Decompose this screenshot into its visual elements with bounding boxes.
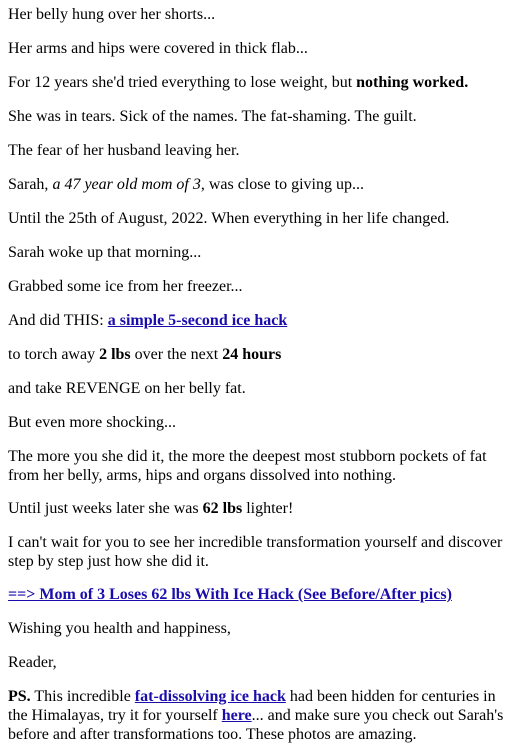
text: Sarah woke up that morning... bbox=[8, 244, 202, 261]
text: Reader, bbox=[8, 654, 57, 671]
paragraph-torch bbox=[8, 346, 508, 364]
text: , was close to giving up... bbox=[200, 176, 364, 193]
text: The fear of her husband leaving her. bbox=[8, 142, 240, 159]
bold-text: nothing worked bbox=[356, 74, 465, 91]
text: Until the 25th of August, 2022. When everything in her life changed. bbox=[8, 210, 450, 227]
text: She was in tears. Sick of the names. The fat-shaming. The guilt. bbox=[8, 108, 417, 125]
paragraph-tears bbox=[8, 108, 508, 126]
paragraph-did-this bbox=[8, 312, 508, 330]
paragraph-shocking bbox=[8, 414, 508, 432]
text: For 12 years she'd tried everything to lose weight, but bbox=[8, 74, 357, 91]
bold-text: 2 lbs bbox=[99, 346, 131, 363]
paragraph-ps bbox=[8, 687, 508, 744]
paragraph-ice bbox=[8, 278, 508, 296]
text: had been hidden for centuries in the Himalayas, try it for yourself bbox=[8, 688, 496, 724]
text: to torch away bbox=[8, 346, 100, 363]
text: This incredible bbox=[30, 688, 135, 705]
text: Sarah, bbox=[8, 176, 53, 193]
text: I can't wait for you to see her incredible transformation yourself and discover step by step just how she did it. bbox=[8, 534, 503, 570]
text: . bbox=[464, 74, 469, 91]
text: Grabbed some ice from her freezer... bbox=[8, 278, 243, 295]
paragraph-wishing bbox=[8, 620, 508, 638]
before-after-link[interactable]: ==> Mom of 3 Loses 62 lbs With Ice Hack (See Before/After pics) bbox=[8, 586, 452, 603]
text: and take REVENGE on her belly fat. bbox=[8, 380, 246, 397]
fat-dissolving-link[interactable]: fat-dissolving ice hack bbox=[134, 688, 286, 705]
paragraph-belly bbox=[8, 6, 508, 24]
text: Her belly hung over her shorts... bbox=[8, 6, 216, 23]
bold-text: 62 lbs bbox=[202, 500, 243, 517]
paragraph-sarah bbox=[8, 176, 508, 194]
text: Her arms and hips were covered in thick flab... bbox=[8, 40, 308, 57]
bold-text: 24 hours bbox=[222, 346, 282, 363]
paragraph-revenge bbox=[8, 380, 508, 398]
text: over the next bbox=[130, 346, 223, 363]
paragraph-main-link bbox=[8, 586, 508, 604]
italic-text: a 47 year old mom of 3 bbox=[52, 176, 201, 193]
text: lighter! bbox=[242, 500, 294, 517]
paragraph-arms bbox=[8, 40, 508, 58]
paragraph-signoff bbox=[8, 654, 508, 672]
text: But even more shocking... bbox=[8, 414, 176, 431]
paragraph-woke-up bbox=[8, 244, 508, 262]
paragraph-fear bbox=[8, 142, 508, 160]
ps-label: PS. bbox=[8, 688, 31, 705]
paragraph-more-you bbox=[8, 447, 508, 485]
paragraph-date bbox=[8, 210, 508, 228]
text: And did THIS: bbox=[8, 312, 108, 329]
text: ... and make sure you check out Sarah's before and after transformations too. These photos are amazing. bbox=[8, 707, 504, 743]
text: Wishing you health and happiness, bbox=[8, 620, 231, 637]
paragraph-weeks-later bbox=[8, 500, 508, 518]
text: The more you she did it, the more the deepest most stubborn pockets of fat from her belly, arms, hips and organs dissolved into nothing. bbox=[8, 448, 487, 484]
text: Until just weeks later she was bbox=[8, 500, 203, 517]
paragraph-twelve-years bbox=[8, 74, 508, 92]
ice-hack-link[interactable]: a simple 5-second ice hack bbox=[107, 312, 288, 329]
paragraph-cant-wait bbox=[8, 533, 508, 571]
here-link[interactable]: here bbox=[221, 707, 252, 724]
